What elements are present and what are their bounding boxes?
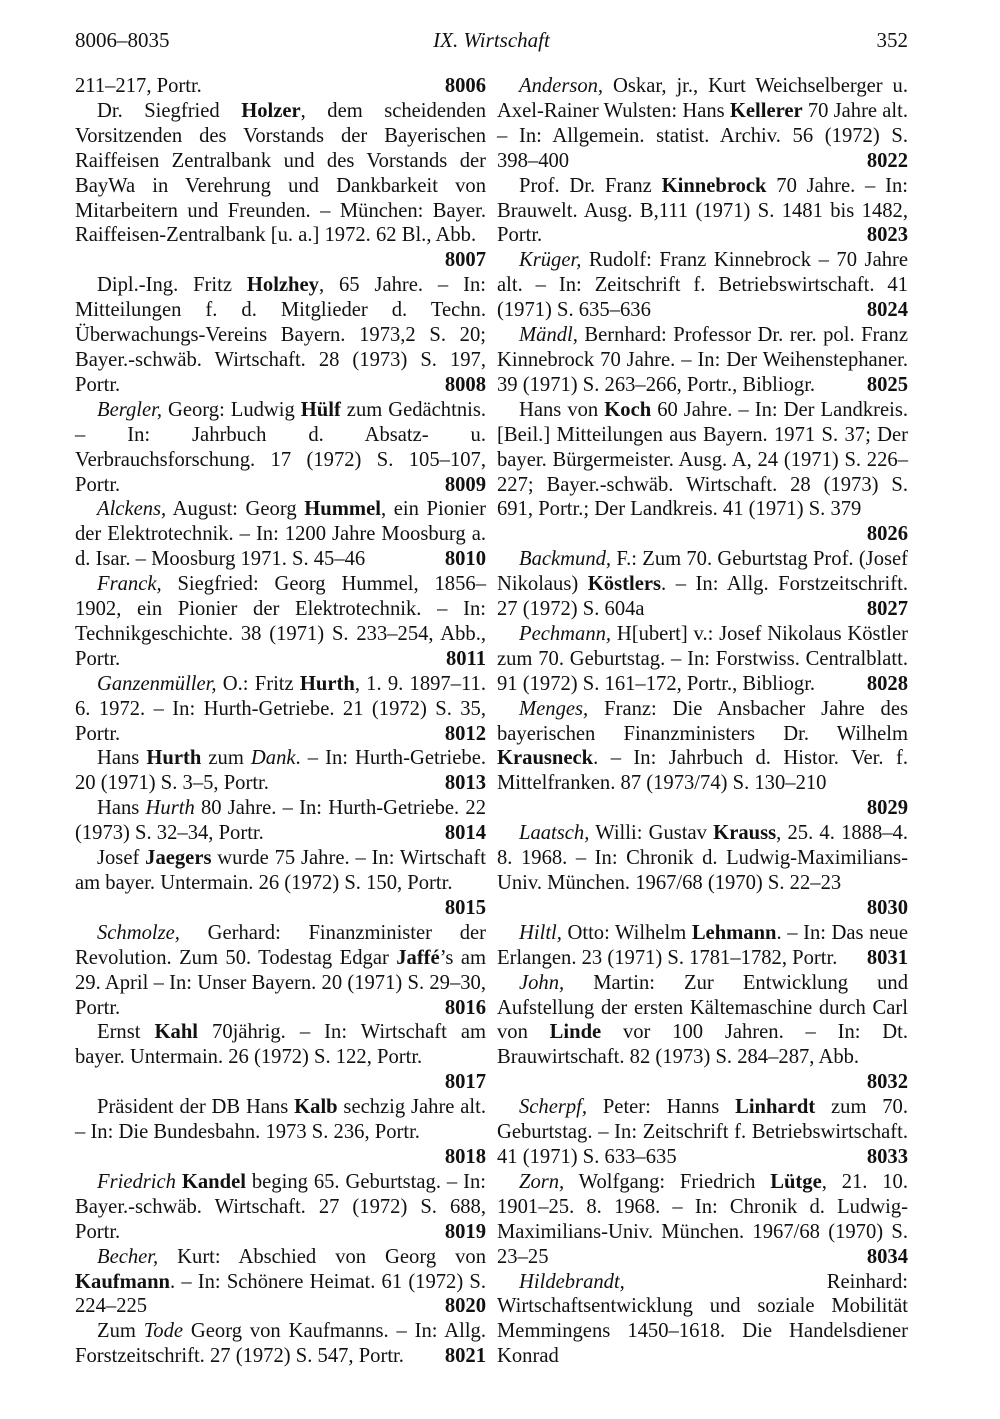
- entry-text: Wolfgang: Friedrich: [564, 1170, 771, 1193]
- entry-text: Kurt: Abschied von Georg von: [158, 1245, 486, 1268]
- entry-text: Peter: Hanns: [587, 1096, 736, 1119]
- entry-subject: Kinnebrock: [661, 174, 767, 197]
- left-column: [75, 74, 486, 1369]
- bibliography-entry: [75, 99, 486, 273]
- entry-number: 8027: [866, 598, 908, 621]
- entry-author: Hurth: [145, 797, 195, 820]
- entry-subject: Hurth: [299, 672, 355, 695]
- entry-text: Dipl.-Ing. Fritz: [97, 274, 247, 297]
- entry-text: O.: Fritz: [216, 672, 300, 695]
- entry-author: Scherpf,: [519, 1096, 588, 1119]
- bibliography-entry: [75, 273, 486, 398]
- entry-number: 8018: [444, 1145, 486, 1168]
- entry-author: Pechmann,: [519, 622, 612, 645]
- entry-subject: Hülf: [300, 398, 341, 421]
- entry-text: Rudolf: Franz Kinnebrock – 70 Jahre alt. – In: Zeitschrift f. Betriebswirtschaft. 41 (1971) S. 635–636: [497, 249, 908, 322]
- bibliography-entry: [497, 1170, 908, 1270]
- entry-number: 8025: [866, 373, 908, 396]
- entry-subject: Kellerer: [729, 99, 803, 122]
- bibliography-entry: [75, 921, 486, 1021]
- bibliography-entry: [497, 821, 908, 921]
- entry-number: 8022: [866, 149, 908, 172]
- entry-text: Hans: [97, 747, 147, 770]
- entry-text: Martin: Zur Entwicklung und Aufstellung der ersten Kältemaschine durch Carl von: [497, 971, 908, 1044]
- entry-subject: Kahl: [154, 1021, 199, 1044]
- entry-subject: Linhardt: [735, 1096, 816, 1119]
- entry-text: , dem scheidenden Vorsitzenden des Vorstands der Bayerischen Raiffeisen Zentralbank und des Vorstands der BayWa in Verehrung und Dankbarkeit von Mitarbeitern und Freunden. – München: Bayer. Raiffeisen-Zentralbank [u. a.] 1972. 62 Bl., Abb.: [75, 99, 486, 247]
- entry-subject: Holzhey: [246, 274, 319, 297]
- entry-author: John,: [519, 971, 565, 994]
- bibliography-entry: [497, 547, 908, 622]
- entry-number: 8031: [866, 946, 908, 969]
- entry-subject: Lehmann: [691, 921, 777, 944]
- entry-subject: Krauss: [713, 822, 777, 845]
- bibliography-entry: [75, 497, 486, 572]
- entry-author: Friedrich: [97, 1170, 176, 1193]
- bibliography-entry: [75, 1020, 486, 1095]
- right-column: [497, 74, 908, 1369]
- entry-range: 8006–8035: [75, 28, 170, 52]
- entry-author: Menges,: [519, 697, 589, 720]
- entry-author: Franck,: [97, 573, 162, 596]
- entry-text: sechzig Jahre alt. – In: Die Bundesbahn. 1973 S. 236, Portr.: [75, 1096, 486, 1144]
- entry-text: , ein Pionier der Elektrotechnik. – In: 1200 Jahre Moosburg a. d. Isar. – Moosburg 1971. S. 45–46: [75, 498, 487, 571]
- bibliography-entry: [75, 1170, 486, 1245]
- entry-text: Georg: Ludwig: [162, 398, 301, 421]
- entry-number: 8010: [444, 548, 486, 571]
- entry-text: 70 Jahre. – In: Brauwelt. Ausg. B,111 (1971) S. 1481 bis 1482, Portr.: [497, 174, 908, 247]
- entry-text: , 65 Jahre. – In: Mitteilungen f. d. Mitglieder d. Techn. Überwachungs-Vereins Bayern. 1973,2 S. 20; Bayer.-schwäb. Wirtschaft. 28 (1973) S. 197, Portr.: [75, 274, 486, 396]
- entry-subject: Krausneck: [497, 747, 594, 770]
- entry-number: 8007: [444, 249, 486, 272]
- entry-author: Bergler,: [97, 398, 163, 421]
- bibliography-entry: [75, 74, 486, 99]
- bibliography-entry: [497, 323, 908, 398]
- entry-text: . – In: Das neue Erlangen. 23 (1971) S. 1781–1782, Portr.: [497, 921, 908, 969]
- entry-number: 8011: [445, 647, 486, 670]
- entry-author: Alckens,: [97, 498, 167, 521]
- entry-number: 8021: [444, 1345, 486, 1368]
- entry-subject: Jaegers: [145, 847, 212, 870]
- running-header: [75, 28, 908, 58]
- entry-text: zum Gedächtnis. – In: Jahrbuch d. Absatz- u. Verbrauchsforschung. 17 (1972) S. 105–107, Portr.: [75, 398, 487, 496]
- bibliography-entry: [497, 248, 908, 323]
- bibliography-entry: [75, 1095, 486, 1170]
- entry-author: Anderson,: [519, 75, 604, 97]
- entry-author: Dank: [250, 747, 296, 770]
- entry-number: 8020: [444, 1295, 486, 1318]
- section-title: IX. Wirtschaft: [433, 28, 550, 52]
- entry-number: 8013: [444, 772, 486, 795]
- entry-subject: Lütge: [770, 1170, 822, 1193]
- bibliography-entry: [75, 746, 486, 796]
- entry-text: wurde 75 Jahre. – In: Wirtschaft am bayer. Untermain. 26 (1972) S. 150, Portr.: [75, 847, 486, 894]
- bibliography-entry: [497, 74, 908, 174]
- entry-author: Ganzenmüller,: [97, 672, 217, 695]
- entry-author: Tode: [143, 1320, 184, 1343]
- entry-number: 8026: [866, 523, 908, 546]
- bibliography-entry: [497, 697, 908, 822]
- entry-text: Bernhard: Professor Dr. rer. pol. Franz Kinnebrock 70 Jahre. – In: Der Weihenstephaner. 39 (1971) S. 263–266, Portr., Bibliogr.: [497, 324, 908, 396]
- entry-text: Franz: Die Ansbacher Jahre des bayerischen Finanzministers Dr. Wilhelm: [497, 697, 908, 745]
- entry-text: H[ubert] v.: Josef Nikolaus Köstler zum 70. Geburtstag. – In: Forstwiss. Centralblatt. 91 (1972) S. 161–172, Portr., Bibliogr.: [497, 622, 908, 695]
- entry-subject: Kalb: [294, 1096, 338, 1119]
- entry-text: Reinhard: Wirtschaftsentwicklung und soziale Mobilität Memmingens 1450–1618. Die Handelsdiener Konrad: [497, 1270, 908, 1368]
- entry-author: Becher,: [97, 1245, 159, 1268]
- entry-text: . – In: Jahrbuch d. Histor. Ver. f. Mittelfranken. 87 (1973/74) S. 130–210: [497, 747, 908, 795]
- entry-number: 8034: [866, 1245, 908, 1268]
- entry-author: Mändl,: [519, 324, 578, 347]
- entry-text: zum 70. Geburtstag. – In: Zeitschrift f. Betriebswirtschaft. 41 (1971) S. 633–635: [497, 1096, 908, 1168]
- entry-number: 8030: [866, 896, 908, 919]
- bibliography-entry: [497, 971, 908, 1096]
- entry-text: Zum: [97, 1320, 144, 1343]
- entry-author: Schmolze,: [97, 921, 180, 944]
- entry-text: F.: Zum 70. Geburtstag Prof. (Josef Nikolaus): [497, 548, 908, 596]
- entry-text: 70jährig. – In: Wirtschaft am bayer. Untermain. 26 (1972) S. 122, Portr.: [75, 1021, 486, 1069]
- bibliography-entry: [75, 672, 486, 747]
- entry-text: Ernst: [97, 1021, 155, 1044]
- entry-author: Backmund,: [519, 548, 612, 571]
- entry-text: . – In: Allg. Forstzeitschrift. 27 (1972) S. 604a: [497, 573, 908, 621]
- entry-number: 8012: [444, 722, 486, 745]
- bibliography-entry: [75, 572, 486, 672]
- entry-text: ’s am 29. April – In: Unser Bayern. 20 (1971) S. 29–30, Portr.: [75, 946, 486, 1019]
- bibliography-entry: [497, 921, 908, 971]
- entry-number: 8008: [444, 373, 486, 396]
- entry-subject: Kaufmann: [75, 1270, 170, 1293]
- entry-text: 80 Jahre. – In: Hurth-Getriebe. 22 (1973) S. 32–34, Portr.: [75, 797, 486, 845]
- entry-number: 8009: [444, 473, 486, 496]
- entry-text: , 25. 4. 1888–4. 8. 1968. – In: Chronik d. Ludwig-Maximilians-Univ. München. 1967/68 (1970) S. 22–23: [497, 822, 908, 894]
- entry-text: Otto: Wilhelm: [561, 921, 692, 944]
- entry-text: vor 100 Jahren. – In: Dt. Brauwirtschaft. 82 (1973) S. 284–287, Abb.: [497, 1021, 908, 1069]
- entry-number: 8017: [444, 1071, 486, 1094]
- entry-subject: Kandel: [181, 1170, 246, 1193]
- entry-text: Willi: Gustav: [589, 822, 714, 845]
- entry-number: 8028: [866, 672, 908, 695]
- entry-text: August: Georg: [166, 498, 305, 521]
- entry-author: Krüger,: [519, 249, 582, 272]
- page-number: 352: [876, 28, 908, 52]
- bibliography-entry: [75, 1319, 486, 1369]
- entry-text: Dr. Siegfried: [97, 99, 242, 122]
- entry-number: 8033: [866, 1145, 908, 1168]
- entry-number: 8029: [866, 797, 908, 820]
- entry-text: Gerhard: Finanzminister der Revolution. Zum 50. Todestag Edgar: [75, 921, 486, 969]
- entry-subject: Köstlers: [587, 573, 661, 596]
- entry-text: . – In: Schönere Heimat. 61 (1972) S. 224–225: [75, 1270, 486, 1318]
- bibliography-entry: [497, 398, 908, 547]
- entry-text: Siegfried: Georg Hummel, 1856–1902, ein Pionier der Elektrotechnik. – In: Technikgeschichte. 38 (1971) S. 233–254, Abb., Portr.: [75, 573, 486, 670]
- entry-text: Prof. Dr. Franz: [519, 174, 662, 197]
- entry-text: . – In: Hurth-Getriebe. 20 (1971) S. 3–5, Portr.: [75, 747, 486, 795]
- entry-text: Josef: [97, 847, 146, 870]
- bibliography-entry: [75, 1245, 486, 1320]
- entry-text: zum: [201, 747, 251, 770]
- entry-number: 8014: [444, 822, 486, 845]
- entry-subject: Linde: [549, 1021, 602, 1044]
- entry-author: Zorn,: [519, 1170, 565, 1193]
- entry-text: , 21. 10. 1901–25. 8. 1968. – In: Chronik d. Ludwig-Maximilians-Univ. München. 1967/68 (1970) S. 23–25: [497, 1170, 908, 1268]
- entry-author: Hiltl,: [519, 921, 562, 944]
- bibliography-entry: [75, 398, 486, 498]
- bibliography-entry: [497, 174, 908, 249]
- bibliography-entry: [75, 846, 486, 921]
- entry-number: 8015: [444, 896, 486, 919]
- bibliography-entry: [497, 1270, 908, 1370]
- bibliography-entry: [497, 622, 908, 697]
- entry-text: Hans: [97, 797, 146, 820]
- entry-text: Präsident der DB Hans: [97, 1096, 295, 1119]
- entry-text: 211–217, Portr.: [75, 75, 202, 97]
- entry-text: 60 Jahre. – In: Der Landkreis. [Beil.] Mitteilungen aus Bayern. 1971 S. 37; Der bayer. Bürgermeister. Ausg. A, 24 (1971) S. 226–227; Bayer.-schwäb. Wirtschaft. 28 (1973) S. 691, Portr.; Der Landkreis. 41 (1971) S. 379: [497, 398, 908, 521]
- entry-number: 8032: [866, 1071, 908, 1094]
- entry-number: 8016: [444, 996, 486, 1019]
- entry-subject: Koch: [604, 398, 652, 421]
- entry-number: 8019: [444, 1220, 486, 1243]
- bibliography-entry: [497, 1095, 908, 1170]
- entry-text: Oskar, jr., Kurt Weichselberger u. Axel-Rainer Wulsten: Hans: [497, 75, 908, 122]
- entry-text: Georg von Kaufmanns. – In: Allg. Forstzeitschrift. 27 (1972) S. 547, Portr.: [75, 1320, 486, 1368]
- entry-subject: Jaffé: [396, 946, 440, 969]
- entry-text: , 1. 9. 1897–11. 6. 1972. – In: Hurth-Getriebe. 21 (1972) S. 35, Portr.: [75, 672, 486, 745]
- entry-number: 8023: [866, 224, 908, 247]
- entry-number: 8024: [866, 299, 908, 322]
- entry-subject: Holzer: [241, 99, 301, 122]
- entry-author: Hildebrandt,: [519, 1270, 625, 1293]
- entry-subject: Hurth: [146, 747, 202, 770]
- entry-text: beging 65. Geburtstag. – In: Bayer.-schwäb. Wirtschaft. 27 (1972) S. 688, Portr.: [75, 1170, 486, 1243]
- entry-text: Hans von: [519, 398, 605, 421]
- entry-author: Laatsch,: [519, 822, 590, 845]
- entry-number: 8006: [444, 75, 486, 97]
- entry-text: 70 Jahre alt. – In: Allgemein. statist. Archiv. 56 (1972) S. 398–400: [497, 99, 908, 172]
- entry-subject: Hummel: [304, 498, 381, 521]
- bibliography-entry: [75, 796, 486, 846]
